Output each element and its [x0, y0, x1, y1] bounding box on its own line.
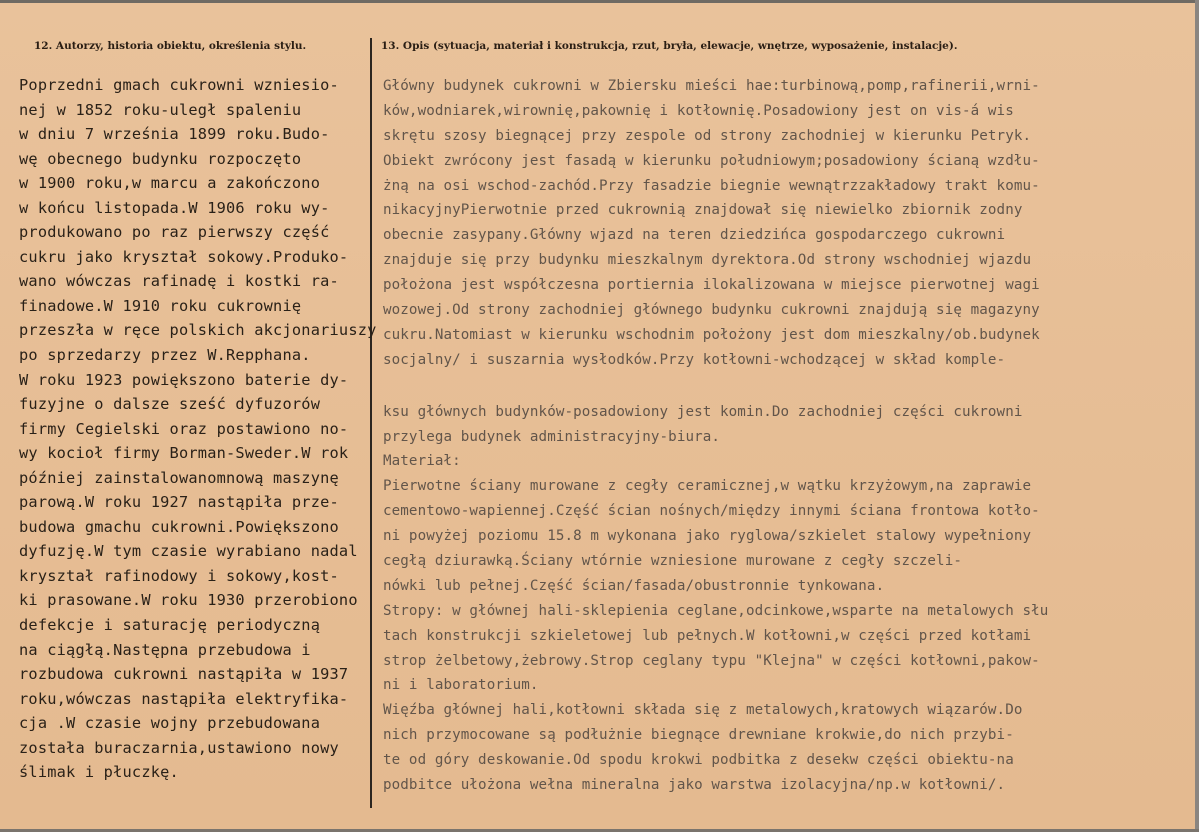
scan-edge-top	[0, 0, 1199, 3]
history-text-column	[19, 73, 379, 785]
history-text-line: Poprzedni gmach cukrowni wzniesio-	[19, 76, 339, 94]
description-text-line: ni powyżej poziomu 15.8 m wykonana jako ryglowa/szkielet stalowy wypełniony	[383, 528, 1032, 545]
description-text-column	[383, 74, 1183, 798]
history-text-line: defekcje i saturację periodyczną	[19, 616, 321, 635]
history-text-line: rozbudowa cukrowni nastąpiła w 1937	[19, 665, 349, 684]
description-text-line	[383, 373, 1183, 400]
description-text-line: nikacyjnyPierwotnie przed cukrownią znajdował się niewielko zbiornik zodny	[383, 202, 1023, 219]
description-text-line: strop żelbetowy,żebrowy.Strop ceglany typu "Klejna" w części kotłowni,pakow-	[383, 652, 1040, 669]
description-text-line: wozowej.Od strony zachodniej głównego budynku cukrowni znajdują się magazyny	[383, 302, 1040, 319]
description-text-line: Więźba głównej hali,kotłowni składa się z metalowych,kratowych wiązarów.Do	[383, 702, 1023, 719]
history-text-line: ślimak i płuczkę.	[19, 763, 179, 782]
history-text-line: dyfuzję.W tym czasie wyrabiano nadal	[19, 542, 358, 561]
history-text-line: parową.W roku 1927 nastąpiła prze-	[19, 493, 339, 512]
scan-edge-right	[1195, 0, 1199, 832]
description-text-line: nich przymocowane są podłużnie biegnące drewniane krokwie,do nich przybi-	[383, 727, 1014, 744]
description-text-line: nówki lub pełnej.Część ścian/fasada/obustronnie tynkowana.	[383, 577, 885, 594]
history-text-line: w końcu listopada.W 1906 roku wy-	[19, 198, 330, 217]
history-text-line: ki prasowane.W roku 1930 przerobiono	[19, 591, 358, 610]
description-text-line: cegłą dziurawką.Ściany wtórnie wzniesione murowane z cegły szczeli-	[383, 553, 962, 570]
history-text-line: firmy Cegielski oraz postawiono no-	[19, 419, 349, 438]
history-text-line: nej w 1852 roku-uległ spaleniu	[19, 100, 302, 119]
description-text-line: podbitce ułożona wełna mineralna jako warstwa izolacyjna/np.w kotłowni/.	[383, 777, 1006, 794]
history-text-line: na ciągłą.Następna przebudowa i	[19, 640, 311, 659]
description-text-line: Stropy: w głównej hali-sklepienia ceglane,odcinkowe,wsparte na metalowych słu	[383, 602, 1049, 619]
history-text-line: kryształ rafinodowy i sokowy,kost-	[19, 566, 339, 585]
history-text-line: roku,wówczas nastąpiła elektryfika-	[19, 689, 349, 708]
description-text-line: Materiał:	[383, 453, 461, 470]
description-text-line: ni i laboratorium.	[383, 677, 539, 694]
description-text-line: Obiekt zwrócony jest fasadą w kierunku południowym;posadowiony ścianą wzdłu-	[383, 152, 1040, 169]
history-text-line: produkowano po raz pierwszy część	[19, 223, 330, 242]
history-text-line: później zainstalowanomnową maszynę	[19, 468, 339, 487]
history-text-line: W roku 1923 powiększono baterie dy-	[19, 370, 349, 389]
history-text-line: fuzyjne o dalsze sześć dyfuzorów	[19, 395, 321, 414]
description-text-line: cukru.Natomiast w kierunku wschodnim położony jest dom mieszkalny/ob.budynek	[383, 326, 1040, 343]
description-text-line: tach konstrukcji szkieletowej lub pełnych.W kotłowni,w części przed kotłami	[383, 627, 1032, 644]
description-text-line: obecnie zasypany.Główny wjazd na teren dziedzińca gospodarczego cukrowni	[383, 227, 1006, 244]
description-text-line: żną na osi wschod-zachód.Przy fasadzie biegnie wewnątrzzakładowy trakt komu-	[383, 177, 1040, 194]
description-text-line: położona jest współczesna portiernia ilokalizowana w miejsce pierwotnej wagi	[383, 277, 1040, 294]
history-text-line: finadowe.W 1910 roku cukrownię	[19, 296, 302, 315]
history-text-line: wy kocioł firmy Borman-Sweder.W rok	[19, 444, 349, 463]
history-text-line: w 1900 roku,w marcu a zakończono	[19, 174, 321, 193]
history-text-line: cukru jako kryształ sokowy.Produko-	[19, 247, 349, 266]
history-text-line: po sprzedarzy przez W.Repphana.	[19, 346, 311, 365]
description-text-line: Główny budynek cukrowni w Zbiersku mieści hae:turbinową,pomp,rafinerii,wrni-	[383, 78, 1040, 94]
description-text-line: cementowo-wapiennej.Część ścian nośnych/między innymi ściana frontowa kotło-	[383, 503, 1040, 520]
history-text-line: przeszła w ręce polskich akcjonariuszy	[19, 321, 377, 340]
history-text-line: budowa gmachu cukrowni.Powiększono	[19, 517, 339, 536]
history-text-line: została buraczarnia,ustawiono nowy	[19, 738, 339, 757]
section-13-header: 13. Opis (sytuacja, materiał i konstrukcja, rzut, bryła, elewacje, wnętrze, wyposażenie, instalacje).	[381, 40, 958, 52]
description-text-line: socjalny/ i suszarnia wysłodków.Przy kotłowni-wchodzącej w skład komple-	[383, 351, 1006, 368]
description-text-line: znajduje się przy budynku mieszkalnym dyrektora.Od strony wschodniej wjazdu	[383, 252, 1032, 269]
description-text-line: ków,wodniarek,wirownię,pakownię i kotłownię.Posadowiony jest on vis-á wis	[383, 102, 1014, 119]
history-text-line: cja .W czasie wojny przebudowana	[19, 714, 321, 733]
description-text-line: przylega budynek administracyjny-biura.	[383, 428, 721, 445]
description-text-line: ksu głównych budynków-posadowiony jest komin.Do zachodniej części cukrowni	[383, 403, 1023, 420]
description-text-line: te od góry deskowanie.Od spodu krokwi podbitka z desekw części obiektu-na	[383, 752, 1014, 769]
history-text-line: wę obecnego budynku rozpoczęto	[19, 149, 302, 168]
history-text-line: wano wówczas rafinadę i kostki ra-	[19, 272, 339, 291]
description-text-line: skrętu szosy biegnącej przy zespole od strony zachodniej w kierunku Petryk.	[383, 127, 1032, 144]
history-text-line: w dniu 7 września 1899 roku.Budo-	[19, 125, 330, 144]
description-text-line: Pierwotne ściany murowane z cegły ceramicznej,w wątku krzyżowym,na zaprawie	[383, 478, 1032, 495]
section-12-header: 12. Autorzy, historia obiektu, określenia stylu.	[34, 40, 307, 52]
